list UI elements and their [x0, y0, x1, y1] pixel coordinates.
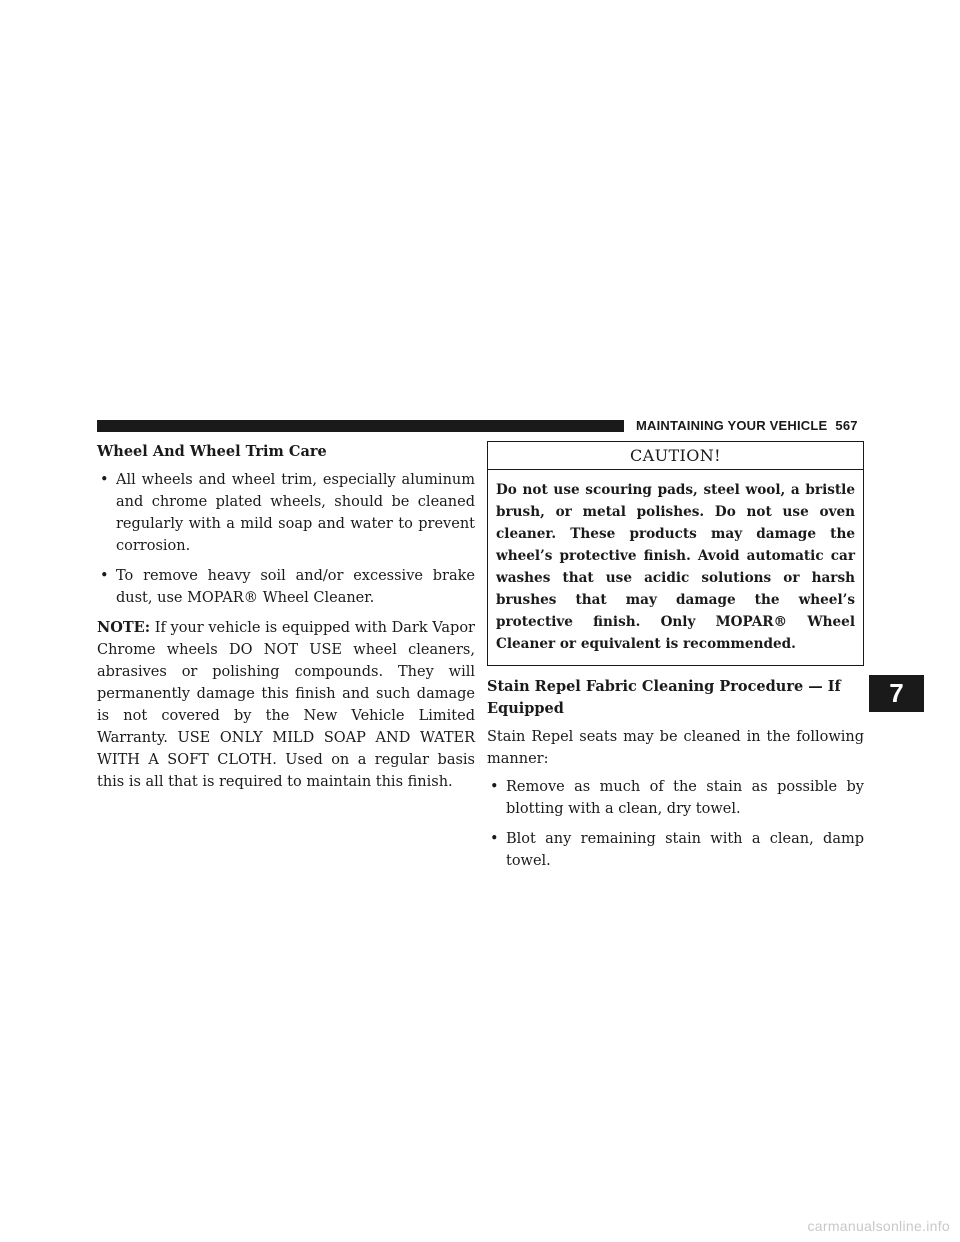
list-item	[487, 776, 864, 820]
caution-title: CAUTION!	[488, 442, 863, 470]
list-item	[97, 565, 475, 609]
header-rule	[97, 420, 624, 432]
list-item	[97, 469, 475, 557]
note-paragraph	[97, 617, 475, 793]
bullet-icon: •	[100, 568, 109, 584]
chapter-tab: 7	[869, 675, 924, 712]
caution-box	[487, 441, 864, 666]
note-text: If your vehicle is equipped with Dark Vapor Chrome wheels DO NOT USE wheel cleaners, abrasives or polishing compounds. They will permanently damage this finish and such damage is not covered by the New Vehicle Limited Warranty. USE ONLY MILD SOAP AND WATER WITH A SOFT CLOTH. Used on a regular basis this is all that is required to maintain this finish.	[97, 620, 475, 790]
running-header	[636, 418, 858, 433]
stain-repel-heading: Stain Repel Fabric Cleaning Procedure — If Equipped	[487, 678, 841, 717]
bullet-icon: •	[490, 831, 499, 847]
bullet-icon: •	[490, 779, 499, 795]
list-item	[487, 828, 864, 872]
list-item-text: All wheels and wheel trim, especially aluminum and chrome plated wheels, should be cleaned regularly with a mild soap and water to prevent corrosion.	[116, 472, 475, 554]
page-number: 567	[835, 418, 858, 433]
caution-text: Do not use scouring pads, steel wool, a bristle brush, or metal polishes. Do not use oven cleaner. These products may damage the wheel’s protective finish. Avoid automatic car washes that use acidic solutions or harsh brushes that may damage the wheel’s protective finish. Only MOPAR® Wheel Cleaner or equivalent is recommended.	[496, 482, 855, 652]
list-item-text: Remove as much of the stain as possible by blotting with a clean, dry towel.	[506, 779, 864, 817]
list-item-text: To remove heavy soil and/or excessive brake dust, use MOPAR® Wheel Cleaner.	[116, 568, 475, 606]
right-column	[487, 441, 864, 880]
stain-repel-intro: Stain Repel seats may be cleaned in the following manner:	[487, 729, 864, 767]
header-section-title: MAINTAINING YOUR VEHICLE	[636, 418, 828, 433]
bullet-icon: •	[100, 472, 109, 488]
note-label: NOTE:	[97, 619, 151, 636]
left-column	[97, 441, 475, 799]
list-item-text: Blot any remaining stain with a clean, damp towel.	[506, 831, 864, 869]
watermark: carmanualsonline.info	[807, 1218, 950, 1234]
wheel-care-heading: Wheel And Wheel Trim Care	[97, 443, 327, 460]
stain-repel-list	[487, 776, 864, 872]
wheel-care-list	[97, 469, 475, 609]
